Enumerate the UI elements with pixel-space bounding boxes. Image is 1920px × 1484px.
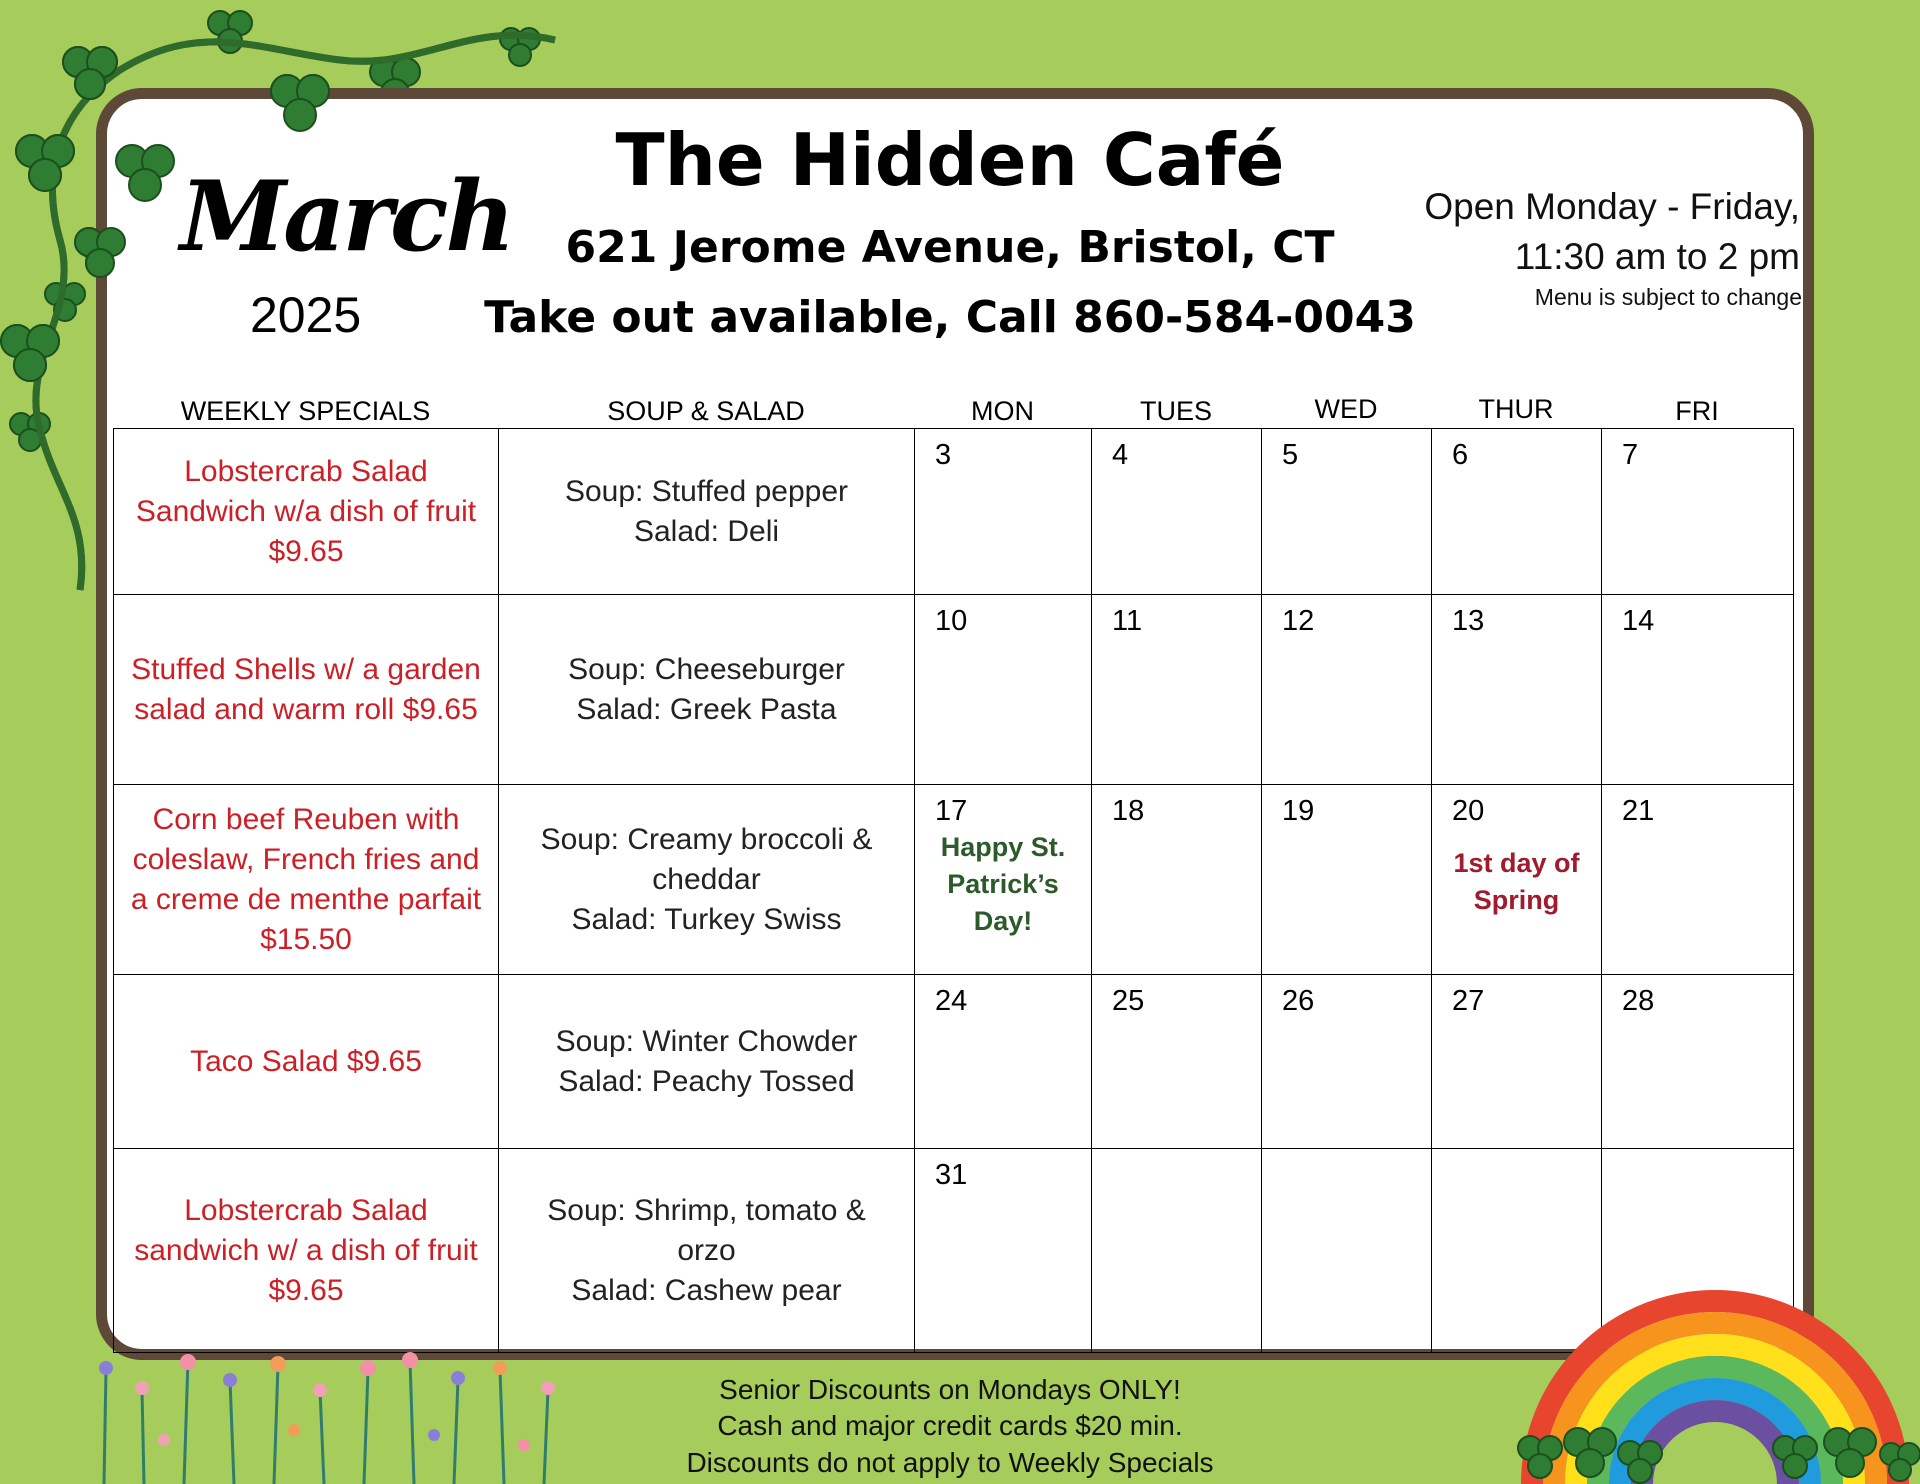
day-cell (1262, 1149, 1432, 1353)
soup-label: Soup: Winter Chowder (555, 1024, 858, 1058)
day-cell (1602, 595, 1794, 785)
salad-label: Salad: Peachy Tossed (558, 1064, 855, 1098)
soup-salad-cell (499, 429, 915, 595)
menu-calendar-grid (113, 428, 1794, 1353)
day-number: 28 (1622, 985, 1655, 1017)
day-cell (915, 785, 1092, 975)
column-header-mon: MON (971, 396, 1034, 426)
day-number: 5 (1282, 439, 1299, 471)
column-header-specials: WEEKLY SPECIALS (180, 396, 431, 426)
day-cell (1432, 785, 1602, 975)
cafe-address: 621 Jerome Avenue, Bristol, CT (565, 222, 1335, 273)
hours-days: Open Monday - Friday, (1424, 186, 1800, 227)
column-header-soup-salad: SOUP & SALAD (607, 396, 805, 426)
weekly-special: Stuffed Shells w/ a garden salad and warm roll $9.65 (114, 595, 499, 785)
day-cell (1092, 975, 1262, 1149)
salad-label: Salad: Greek Pasta (576, 692, 837, 726)
day-number: 27 (1452, 985, 1485, 1017)
weekly-special: Corn beef Reuben with coleslaw, French fries and a creme de menthe parfait $15.50 (114, 785, 499, 975)
day-cell (1262, 785, 1432, 975)
day-number: 10 (935, 605, 968, 637)
week-row (114, 785, 1794, 975)
soup-label: Soup: Stuffed pepper (564, 474, 848, 508)
takeout-phone: Take out available, Call 860-584-0043 (484, 292, 1416, 343)
week-row (114, 595, 1794, 785)
menu-change-note: Menu is subject to change (1534, 284, 1802, 310)
soup-salad-cell (499, 595, 915, 785)
column-header-tues: TUES (1139, 396, 1212, 426)
day-cell (1262, 429, 1432, 595)
salad-label: Salad: Turkey Swiss (571, 902, 842, 936)
day-number: 14 (1622, 605, 1655, 637)
column-header-wed: WED (1314, 394, 1378, 424)
day-cell (915, 429, 1092, 595)
day-number: 3 (935, 439, 952, 471)
wildflowers-decoration (84, 1350, 574, 1484)
day-cell (1432, 429, 1602, 595)
day-cell (1092, 785, 1262, 975)
day-cell (1092, 429, 1262, 595)
day-number: 20 (1452, 795, 1485, 827)
day-cell (1262, 975, 1432, 1149)
senior-discount-note: Senior Discounts on Mondays ONLY! (719, 1374, 1181, 1405)
day-cell (1432, 975, 1602, 1149)
day-cell (1602, 785, 1794, 975)
soup-label: Soup: Cheeseburger (568, 652, 845, 686)
day-number: 12 (1282, 605, 1315, 637)
day-cell (915, 595, 1092, 785)
day-cell (1432, 595, 1602, 785)
day-cell (1092, 595, 1262, 785)
cafe-name: The Hidden Café (615, 118, 1285, 202)
discount-exclusion-note: Discounts do not apply to Weekly Specials (686, 1447, 1214, 1478)
week-row (114, 429, 1794, 595)
month-title: March (180, 160, 513, 273)
day-number: 6 (1452, 439, 1469, 471)
day-cell (1602, 429, 1794, 595)
day-cell (1092, 1149, 1262, 1353)
day-number: 11 (1112, 605, 1143, 637)
weekly-special: Lobstercrab Salad sandwich w/ a dish of fruit $9.65 (114, 1149, 499, 1353)
day-cell (915, 975, 1092, 1149)
column-header-fri: FRI (1675, 396, 1719, 426)
hours-time: 11:30 am to 2 pm (1514, 236, 1800, 277)
day-number: 25 (1112, 985, 1145, 1017)
day-number: 26 (1282, 985, 1315, 1017)
weekly-special: Taco Salad $9.65 (114, 975, 499, 1149)
weekly-special: Lobstercrab Salad Sandwich w/a dish of fruit $9.65 (114, 429, 499, 595)
day-number: 31 (935, 1159, 968, 1191)
day-cell (915, 1149, 1092, 1353)
year-label: 2025 (250, 287, 362, 343)
salad-label: Salad: Cashew pear (571, 1273, 842, 1307)
soup-label: Soup: Shrimp, tomato & orzo (547, 1193, 866, 1267)
day-number: 24 (935, 985, 968, 1017)
st-patricks-note: Happy St. Patrick’s Day! (940, 832, 1066, 936)
day-number: 21 (1622, 795, 1655, 827)
day-number: 17 (935, 795, 968, 827)
soup-label: Soup: Creamy broccoli & cheddar (540, 822, 873, 896)
column-header-thur: THUR (1478, 394, 1554, 424)
day-number: 4 (1112, 439, 1129, 471)
day-number: 18 (1112, 795, 1145, 827)
soup-salad-cell (499, 785, 915, 975)
day-number: 13 (1452, 605, 1485, 637)
spring-note: 1st day of Spring (1453, 848, 1580, 915)
soup-salad-cell (499, 975, 915, 1149)
day-number: 7 (1622, 439, 1639, 471)
payment-note: Cash and major credit cards $20 min. (717, 1410, 1183, 1441)
week-row (114, 975, 1794, 1149)
day-cell (1262, 595, 1432, 785)
day-cell (1602, 975, 1794, 1149)
rainbow-decoration (1510, 1250, 1920, 1484)
salad-label: Salad: Deli (633, 514, 780, 548)
day-number: 19 (1282, 795, 1315, 827)
soup-salad-cell (499, 1149, 915, 1353)
